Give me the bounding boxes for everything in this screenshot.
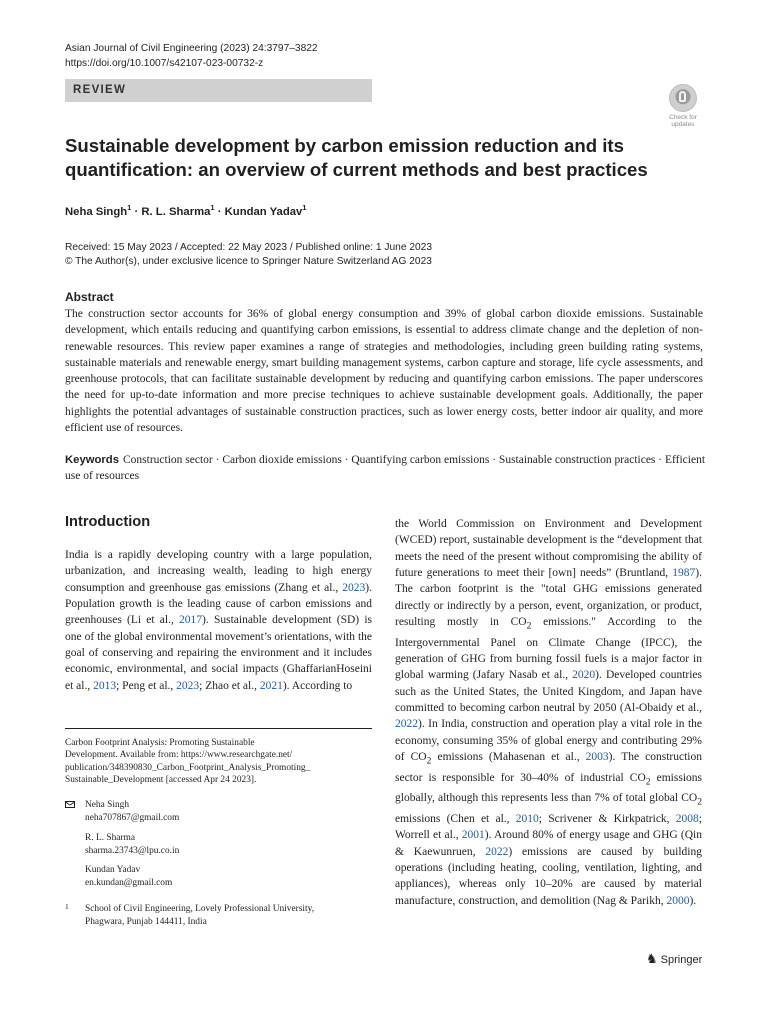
citation-link[interactable]: 2000 [666,894,690,907]
body-text: ; Zhao et al., [199,679,260,692]
introduction-left-column [65,547,372,694]
body-text: India is a rapidly developing country with a large population, urbanization, and increasing wealth, leading to high energy consumption and greenhouse gas emissions (Zhang et al., [65,549,372,594]
body-text: ). In India, construction and operation play a vital role in the economy, consuming 35% of global energy and contributing 29% of CO [395,718,702,764]
abstract-text: The construction sector accounts for 36% of global energy consumption and 39% of global carbon dioxide emissions. Sustainable development, which entails reducing and quantifying carbon emissions, is essential to address climate change and the depletion of non-renewable resources. This review paper examines a range of strategies and methodologies, including green building rating systems, sustainable materials and renewable energy, smart building management systems, carbon capture and storage, life cycle assessments, and greenhouse protocols, that can facilitate sustainable development by reducing and quantifying carbon emissions. The paper underscores the need for up-to-date information and more precise techniques to achieve sustainable development goals. Additionally, the paper highlights the potential advantages of sustainable construction practices, such as lower energy costs, better indoor air quality, and more efficient use of resources. [65,308,703,435]
subscript: 2 [426,755,432,767]
body-text: ) emissions are caused by building operations (including heating, cooling, ventilation, lighting, and appliances), whereas only 10–20% are caused by material manufacture, construction, and demolition (Nag & Parikh, [395,845,702,907]
check-for-updates-line1: Check for [669,114,697,121]
citation-link[interactable]: 2022 [485,845,509,858]
body-text: emissions globally, although this represents less than 7% of total global CO [395,771,702,805]
body-text: ). [689,894,697,907]
author-name[interactable]: Kundan Yadav [224,205,303,218]
author-separator: · [131,205,142,218]
citation-link[interactable]: 2020 [572,669,596,682]
envelope-icon [65,801,75,808]
abstract-heading: Abstract [65,290,114,304]
subscript: 2 [697,796,702,808]
contact-name: Neha Singh [85,800,130,810]
citation-link[interactable]: 2010 [515,813,539,826]
journal-header [65,41,318,71]
keywords-text: Construction sector · Carbon dioxide emissions · Quantifying carbon emissions · Sustainable construction practices · Efficient use of resources [65,454,706,482]
copyright-line: © The Author(s), under exclusive licence to Springer Nature Switzerland AG 2023 [65,256,432,267]
contact-name: R. L. Sharma [85,833,135,843]
journal-doi[interactable]: https://doi.org/10.1007/s42107-023-00732-z [65,58,264,69]
article-title [65,134,705,181]
citation-link[interactable]: 2003 [585,751,609,764]
publisher-logo[interactable] [646,951,702,967]
body-text: ). Sustainable development (SD) is one of the global environmental movement’s orientations, with the goal of conserving and repairing the environment and it includes economic, environmental, and social impacts (GhaffarianHoseini et al., [65,614,372,692]
citation-link[interactable]: 2021 [259,679,283,692]
article-type-banner: REVIEW [65,79,372,102]
citation-link[interactable]: 2001 [461,829,485,842]
footnote-line: Sustainable_Development [accessed Apr 24 2023]. [65,774,257,785]
keywords [65,453,705,485]
introduction-heading: Introduction [65,514,151,530]
springer-horse-icon: ♞ [646,951,658,966]
citation-link[interactable]: 2013 [93,679,117,692]
subscript: 2 [526,620,532,632]
citation-link[interactable]: 2022 [395,718,418,731]
contact [65,832,179,857]
contact [65,864,172,889]
footnote-line[interactable]: publication/348390830_Carbon_Footprint_Analysis_Promoting_ [65,762,311,773]
body-text: ). The construction sector is responsible for 30–40% of industrial CO [395,751,702,784]
affiliation-line: Phagwara, Punjab 144411, India [85,916,207,927]
contact-email[interactable]: en.kundan@gmail.com [85,877,173,888]
author-name[interactable]: R. L. Sharma [141,205,211,218]
body-text: ; Scrivener & Kirkpatrick, [538,813,676,826]
author-separator: · [214,205,225,218]
citation-link[interactable]: 2017 [179,614,203,627]
history-dates: Received: 15 May 2023 / Accepted: 22 May 2023 / Published online: 1 June 2023 [65,242,432,253]
contact-email[interactable]: sharma.23743@lpu.co.in [85,845,180,856]
check-for-updates[interactable] [664,84,702,128]
subscript: 2 [645,776,651,788]
body-text: emissions." According to the Intergovernmental Panel on Climate Change (IPCC), the generation of GHG from burning fossil fuels is a major factor in global warming (Jafary Nasab et al., [395,616,702,682]
affiliation [65,903,372,928]
article-dates [65,241,432,269]
publisher-name: Springer [660,954,703,966]
contact-email[interactable]: neha707867@gmail.com [85,812,180,823]
body-text: ). Around 80% of energy usage and GHG (Qin & Kaewunruen, [395,829,703,858]
body-text: the World Commission on Environment and Development (WCED) report, sustainable development is the “development that meets the need of the present without compromising the ability of future generations to meet their [own] needs” (Bruntland, [395,518,702,580]
introduction-right-column [395,516,702,909]
title-line-1: Sustainable development by carbon emission reduction and its [65,135,624,156]
affiliation-number: 1 [65,902,69,911]
body-text: ). Developed countries such as the United States, the United Kingdom, and Japan have committed to becoming carbon neutral by 2050 (Al-Obaidy et al., [395,669,702,715]
body-text: emissions (Mahasenan et al., [431,751,586,764]
citation-link[interactable]: 2023 [342,581,366,594]
author-affiliation-sup: 1 [210,203,215,212]
author-affiliation-sup: 1 [302,203,307,212]
author-name[interactable]: Neha Singh [65,205,128,218]
contact-corresponding [65,799,179,824]
body-text: emissions (Chen et al., [395,813,516,826]
citation-link[interactable]: 2008 [675,813,699,826]
journal-citation: Asian Journal of Civil Engineering (2023) 24:3797–3822 [65,43,318,54]
author-affiliation-sup: 1 [127,203,132,212]
keywords-heading: Keywords [65,454,119,466]
footnote [65,737,372,786]
body-text: ). Population growth is the leading cause of carbon emissions and greenhouses (Li et al., [65,581,372,627]
body-text: ). According to [282,679,353,692]
affiliation-line: School of Civil Engineering, Lovely Professional University, [85,904,315,914]
footnote-divider [65,728,372,729]
citation-link[interactable]: 1987 [672,567,696,580]
contact-name: Kundan Yadav [85,865,141,875]
title-line-2: quantification: an overview of current methods and best practices [65,158,648,180]
author-list [65,203,306,218]
check-for-updates-icon [669,84,697,112]
body-text: ; Peng et al., [116,679,177,692]
body-text: ). The carbon footprint is the "total GHG emissions generated directly or indirectly by a person, event, organization, or product, resulting mostly in CO [395,567,702,629]
footnote-line[interactable]: Development. Available from: https://www.researchgate.net/ [65,750,293,761]
footnote-line: Carbon Footprint Analysis: Promoting Sustainable [65,738,255,748]
check-for-updates-line2: updates [671,121,695,128]
citation-link[interactable]: 2023 [176,679,200,692]
body-text: ; Worrell et al., [395,813,702,842]
